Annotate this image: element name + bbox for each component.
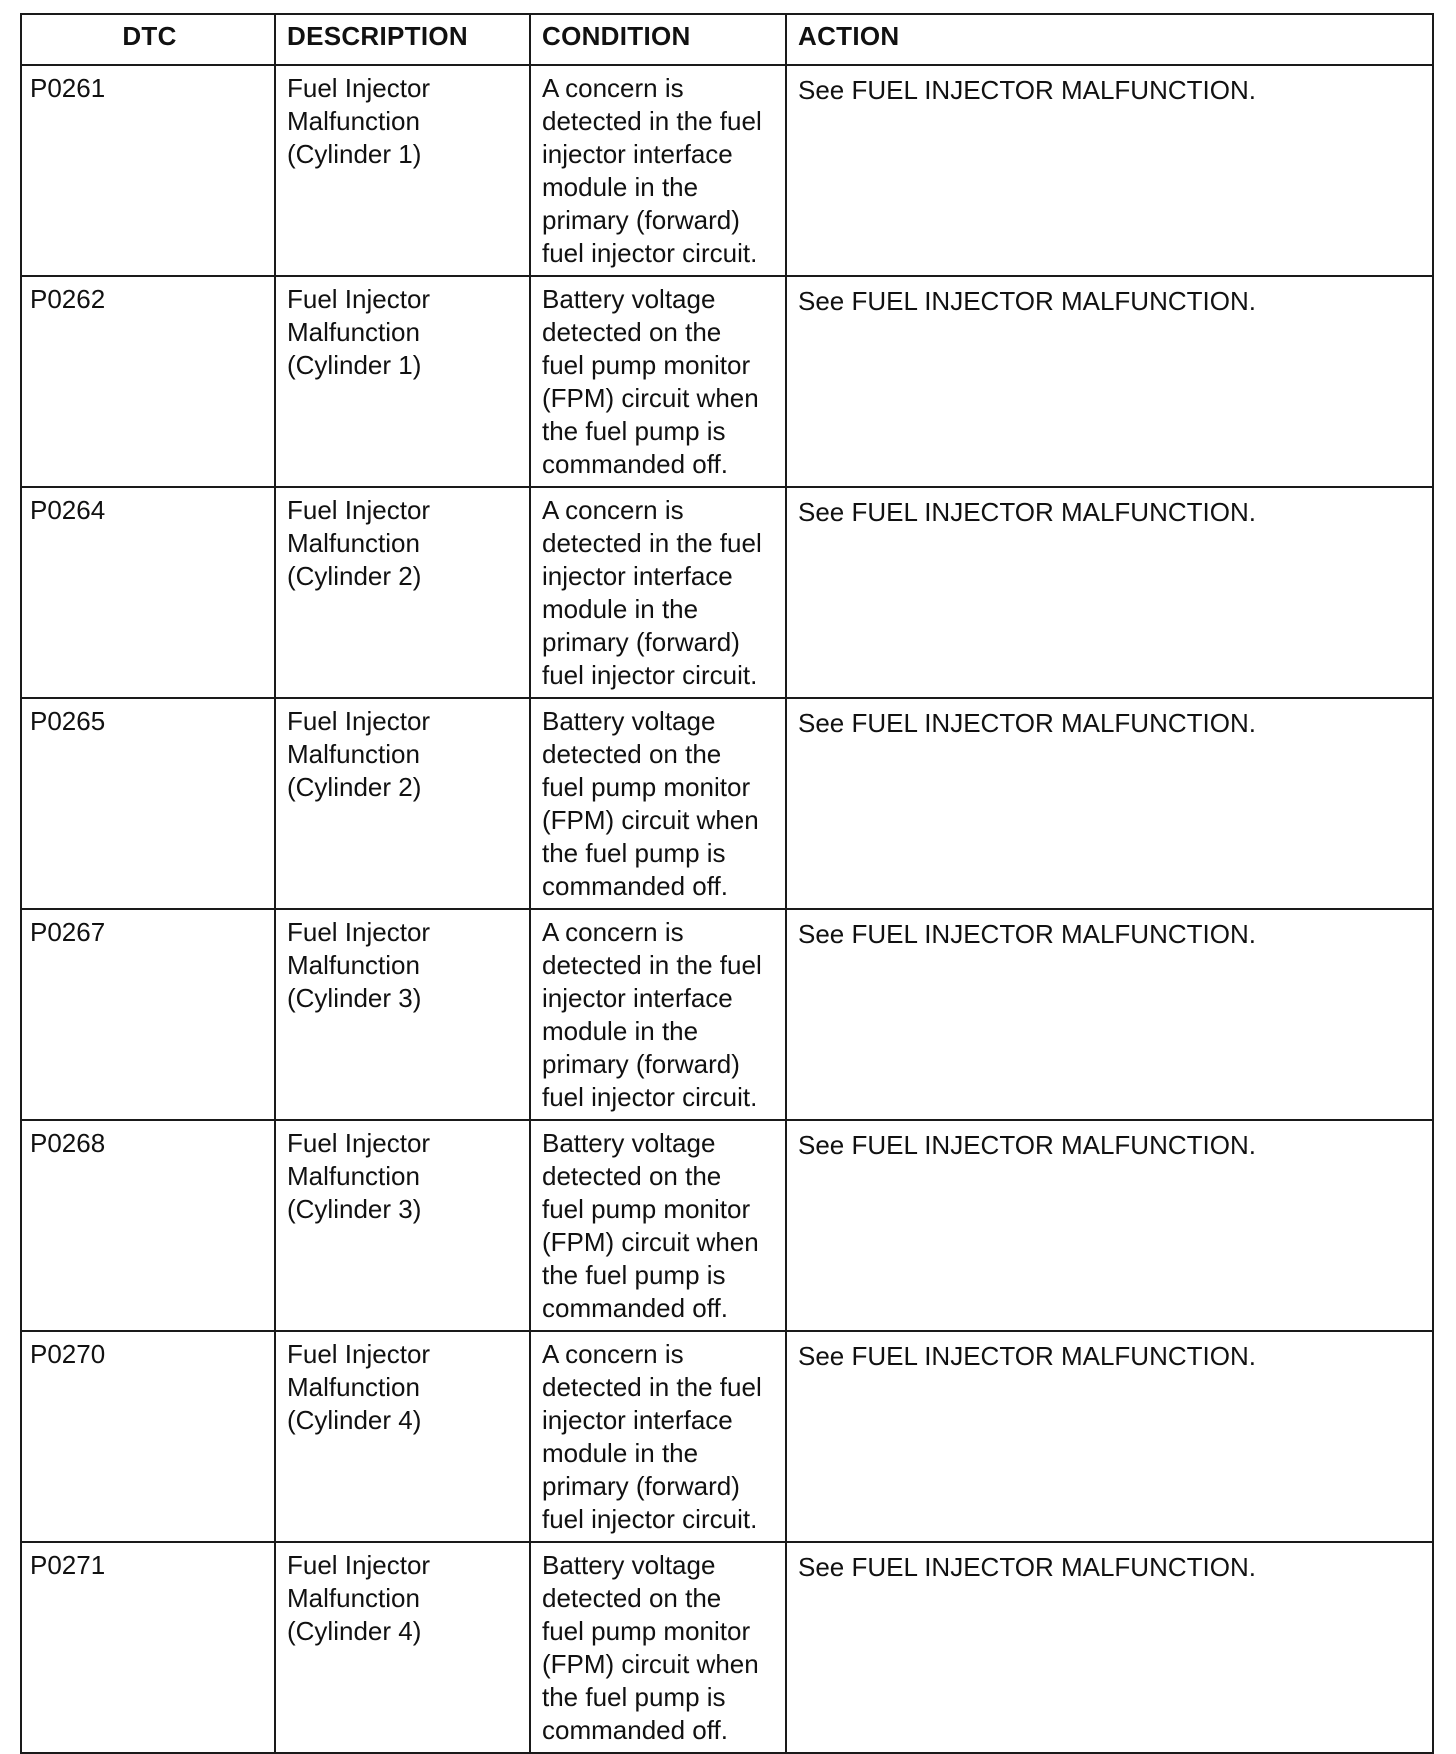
condition-line: fuel pump monitor: [542, 1194, 751, 1224]
condition-line: (FPM) circuit when: [542, 805, 759, 835]
description-line: Fuel Injector: [287, 1128, 431, 1158]
header-description: DESCRIPTION: [275, 14, 530, 65]
condition-line: A concern is: [542, 73, 684, 103]
dtc-condition: [530, 1542, 786, 1753]
dtc-description: [275, 1331, 530, 1542]
dtc-table: [20, 13, 1434, 1754]
condition-line: module in the: [542, 1016, 699, 1046]
description-line: Malfunction: [287, 528, 420, 558]
condition-line: fuel injector circuit.: [542, 238, 758, 268]
dtc-action: See FUEL INJECTOR MALFUNCTION.: [786, 698, 1433, 909]
condition-line: primary (forward): [542, 627, 740, 657]
header-action: ACTION: [786, 14, 1433, 65]
dtc-description: [275, 1120, 530, 1331]
dtc-condition: [530, 276, 786, 487]
table-row: [21, 65, 1433, 276]
description-line: (Cylinder 4): [287, 1405, 422, 1435]
dtc-condition: [530, 1120, 786, 1331]
condition-line: fuel injector circuit.: [542, 1504, 758, 1534]
condition-line: commanded off.: [542, 1715, 728, 1745]
dtc-action: See FUEL INJECTOR MALFUNCTION.: [786, 909, 1433, 1120]
condition-line: A concern is: [542, 917, 684, 947]
condition-line: primary (forward): [542, 1049, 740, 1079]
dtc-description: [275, 65, 530, 276]
description-line: Malfunction: [287, 1161, 420, 1191]
table-header-row: [21, 14, 1433, 65]
condition-line: A concern is: [542, 1339, 684, 1369]
description-line: (Cylinder 1): [287, 350, 422, 380]
condition-line: detected on the: [542, 317, 722, 347]
condition-line: Battery voltage: [542, 1128, 716, 1158]
dtc-description: [275, 487, 530, 698]
dtc-action: See FUEL INJECTOR MALFUNCTION.: [786, 65, 1433, 276]
condition-line: Battery voltage: [542, 706, 716, 736]
condition-line: detected in the fuel: [542, 1372, 762, 1402]
table-row: [21, 487, 1433, 698]
condition-line: commanded off.: [542, 1293, 728, 1323]
description-line: Fuel Injector: [287, 917, 431, 947]
description-line: Malfunction: [287, 950, 420, 980]
dtc-condition: [530, 909, 786, 1120]
condition-line: primary (forward): [542, 205, 740, 235]
description-line: Fuel Injector: [287, 495, 431, 525]
condition-line: the fuel pump is: [542, 1260, 726, 1290]
dtc-action: See FUEL INJECTOR MALFUNCTION.: [786, 487, 1433, 698]
dtc-condition: [530, 65, 786, 276]
condition-line: module in the: [542, 1438, 699, 1468]
table-row: [21, 909, 1433, 1120]
dtc-description: [275, 909, 530, 1120]
condition-line: (FPM) circuit when: [542, 1649, 759, 1679]
description-line: (Cylinder 2): [287, 772, 422, 802]
description-line: Fuel Injector: [287, 706, 431, 736]
description-line: Fuel Injector: [287, 73, 431, 103]
condition-line: (FPM) circuit when: [542, 383, 759, 413]
table-row: [21, 1542, 1433, 1753]
condition-line: (FPM) circuit when: [542, 1227, 759, 1257]
table-body: [21, 65, 1433, 1753]
condition-line: Battery voltage: [542, 284, 716, 314]
dtc-action: See FUEL INJECTOR MALFUNCTION.: [786, 1542, 1433, 1753]
condition-line: commanded off.: [542, 871, 728, 901]
description-line: (Cylinder 3): [287, 983, 422, 1013]
header-dtc: DTC: [21, 14, 275, 65]
dtc-code: P0271: [21, 1542, 275, 1753]
description-line: (Cylinder 2): [287, 561, 422, 591]
condition-line: the fuel pump is: [542, 416, 726, 446]
condition-line: fuel pump monitor: [542, 1616, 751, 1646]
condition-line: module in the: [542, 594, 699, 624]
description-line: (Cylinder 1): [287, 139, 422, 169]
description-line: Fuel Injector: [287, 1550, 431, 1580]
table-row: [21, 276, 1433, 487]
condition-line: fuel injector circuit.: [542, 1082, 758, 1112]
condition-line: injector interface: [542, 139, 733, 169]
dtc-description: [275, 698, 530, 909]
dtc-code: P0270: [21, 1331, 275, 1542]
header-condition: CONDITION: [530, 14, 786, 65]
condition-line: fuel pump monitor: [542, 772, 751, 802]
description-line: Malfunction: [287, 317, 420, 347]
dtc-code: P0264: [21, 487, 275, 698]
description-line: Malfunction: [287, 1372, 420, 1402]
dtc-description: [275, 1542, 530, 1753]
condition-line: injector interface: [542, 983, 733, 1013]
dtc-condition: [530, 698, 786, 909]
dtc-condition: [530, 487, 786, 698]
dtc-action: See FUEL INJECTOR MALFUNCTION.: [786, 1331, 1433, 1542]
condition-line: detected in the fuel: [542, 528, 762, 558]
dtc-code: P0261: [21, 65, 275, 276]
condition-line: Battery voltage: [542, 1550, 716, 1580]
condition-line: primary (forward): [542, 1471, 740, 1501]
condition-line: fuel pump monitor: [542, 350, 751, 380]
condition-line: detected on the: [542, 1583, 722, 1613]
condition-line: detected in the fuel: [542, 106, 762, 136]
condition-line: commanded off.: [542, 449, 728, 479]
description-line: Fuel Injector: [287, 1339, 431, 1369]
condition-line: detected in the fuel: [542, 950, 762, 980]
dtc-action: See FUEL INJECTOR MALFUNCTION.: [786, 1120, 1433, 1331]
dtc-code: P0267: [21, 909, 275, 1120]
dtc-condition: [530, 1331, 786, 1542]
table-row: [21, 1120, 1433, 1331]
condition-line: module in the: [542, 172, 699, 202]
condition-line: injector interface: [542, 1405, 733, 1435]
condition-line: the fuel pump is: [542, 838, 726, 868]
condition-line: fuel injector circuit.: [542, 660, 758, 690]
condition-line: detected on the: [542, 1161, 722, 1191]
condition-line: injector interface: [542, 561, 733, 591]
table-row: [21, 1331, 1433, 1542]
description-line: (Cylinder 4): [287, 1616, 422, 1646]
description-line: Fuel Injector: [287, 284, 431, 314]
dtc-code: P0262: [21, 276, 275, 487]
table-row: [21, 698, 1433, 909]
description-line: (Cylinder 3): [287, 1194, 422, 1224]
dtc-code: P0265: [21, 698, 275, 909]
condition-line: A concern is: [542, 495, 684, 525]
dtc-code: P0268: [21, 1120, 275, 1331]
description-line: Malfunction: [287, 1583, 420, 1613]
dtc-description: [275, 276, 530, 487]
description-line: Malfunction: [287, 739, 420, 769]
condition-line: detected on the: [542, 739, 722, 769]
description-line: Malfunction: [287, 106, 420, 136]
condition-line: the fuel pump is: [542, 1682, 726, 1712]
dtc-action: See FUEL INJECTOR MALFUNCTION.: [786, 276, 1433, 487]
